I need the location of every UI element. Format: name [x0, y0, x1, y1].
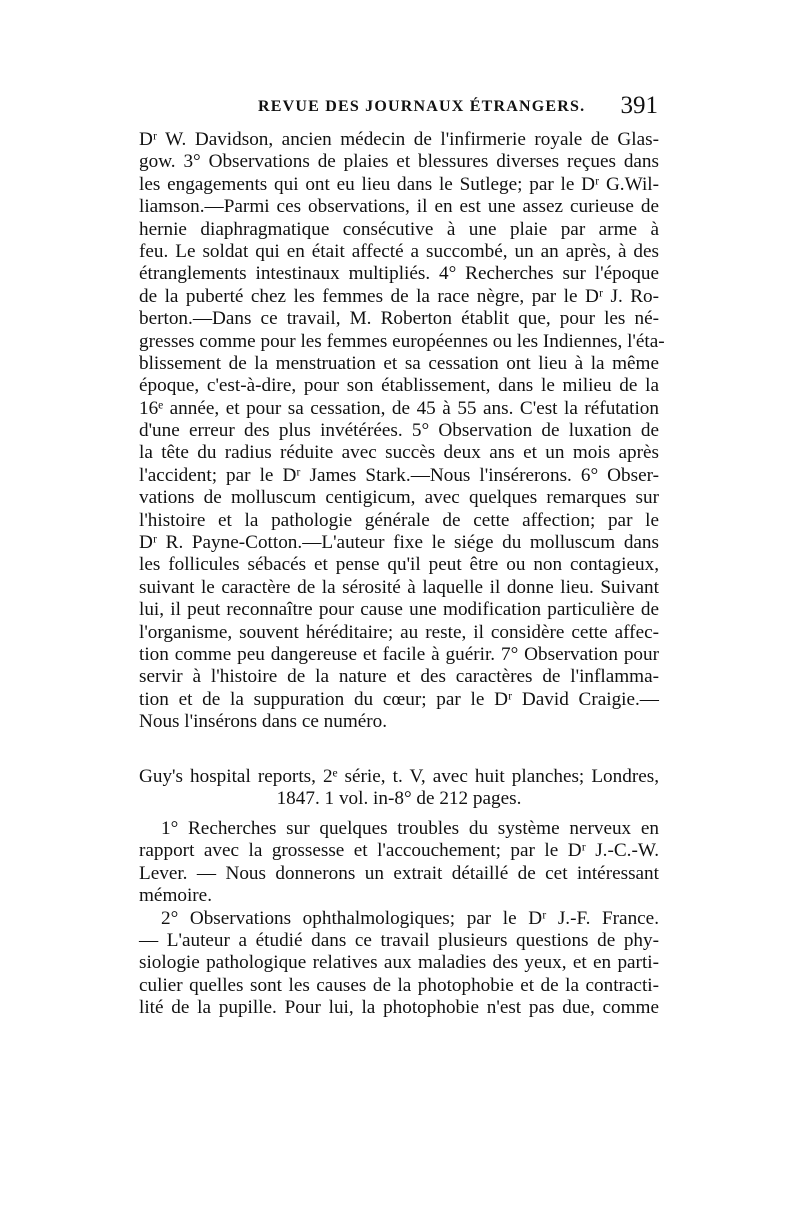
- text-line: tion et de la suppuration du cœur; par le Dʳ David Craigie.—: [139, 688, 659, 710]
- text-line: lui, il peut reconnaître pour cause une modification particulière de: [139, 599, 659, 621]
- text-line: l'histoire et la pathologie générale de cette affection; par le: [139, 509, 659, 531]
- text-line: les engagements qui ont eu lieu dans le Sutlege; par le Dʳ G.Wil-: [139, 173, 659, 195]
- text-line: époque, c'est-à-dire, pour son établissement, dans le milieu de la: [139, 375, 659, 397]
- text-line: 2° Observations ophthalmologiques; par le Dʳ J.-F. France.: [161, 907, 659, 929]
- text-line: vations de molluscum centigicum, avec quelques remarques sur: [139, 487, 659, 509]
- text-line: blissement de la menstruation et sa cessation ont lieu à la même: [139, 352, 659, 374]
- text-line: mémoire.: [139, 885, 212, 907]
- text-line: Dʳ R. Payne-Cotton.—L'auteur fixe le siége du molluscum dans: [139, 532, 659, 554]
- page-number: 391: [620, 92, 658, 119]
- paragraph-journal-summaries: [139, 129, 665, 734]
- text-line: étranglements intestinaux multipliés. 4° Recherches sur l'époque: [139, 263, 659, 285]
- text-line: Dʳ W. Davidson, ancien médecin de l'infirmerie royale de Glas-: [139, 129, 659, 150]
- text-line: siologie pathologique relatives aux maladies des yeux, et en parti-: [139, 952, 659, 974]
- text-line: gresses comme pour les femmes européennes ou les Indiennes, l'éta-: [139, 330, 665, 352]
- page-header: [258, 92, 658, 126]
- text-line: hernie diaphragmatique consécutive à une plaie par arme à: [139, 218, 659, 240]
- text-line: rapport avec la grossesse et l'accouchement; par le Dʳ J.-C.-W.: [139, 840, 659, 862]
- text-line: liamson.—Parmi ces observations, il en est une assez curieuse de: [139, 196, 659, 218]
- running-title: REVUE DES JOURNAUX ÉTRANGERS.: [258, 98, 586, 115]
- paragraph-guys-hospital-reports: [139, 818, 659, 1020]
- text-line: berton.—Dans ce travail, M. Roberton établit que, pour les né-: [139, 308, 659, 330]
- text-line: feu. Le soldat qui en était affecté a succombé, un an après, à des: [139, 240, 659, 262]
- text-line: servir à l'histoire de la nature et des caractères de l'inflamma-: [139, 666, 659, 688]
- text-line: 16ᵉ année, et pour sa cessation, de 45 à 55 ans. C'est la réfutation: [139, 397, 659, 419]
- text-line: tion comme peu dangereuse et facile à guérir. 7° Observation pour: [139, 643, 659, 665]
- text-line: gow. 3° Observations de plaies et blessures diverses reçues dans: [139, 151, 659, 173]
- text-line: d'une erreur des plus invétérées. 5° Observation de luxation de: [139, 420, 659, 442]
- text-line: — L'auteur a étudié dans ce travail plusieurs questions de phy-: [139, 929, 659, 951]
- text-line: l'accident; par le Dʳ James Stark.—Nous l'insérerons. 6° Obser-: [139, 464, 659, 486]
- text-line: lité de la pupille. Pour lui, la photophobie n'est pas due, comme: [139, 997, 659, 1019]
- heading-line: 1847. 1 vol. in-8° de 212 pages.: [276, 788, 522, 810]
- heading-line: Guy's hospital reports, 2ᵉ série, t. V, avec huit planches; Londres,: [139, 766, 659, 787]
- text-line: l'organisme, souvent héréditaire; au reste, il considère cette affec-: [139, 621, 659, 643]
- section-heading: [139, 766, 659, 811]
- text-line: la tête du radius réduite avec succès deux ans et un mois après: [139, 442, 659, 464]
- text-line: les follicules sébacés et pense qu'il peut être ou non contagieux,: [139, 554, 659, 576]
- text-line: 1° Recherches sur quelques troubles du système nerveux en: [161, 818, 659, 839]
- text-line: Lever. — Nous donnerons un extrait détaillé de cet intéressant: [139, 862, 659, 884]
- text-line: de la puberté chez les femmes de la race nègre, par le Dʳ J. Ro-: [139, 285, 659, 307]
- text-line: Nous l'insérons dans ce numéro.: [139, 711, 388, 733]
- text-line: culier quelles sont les causes de la photophobie et de la contracti-: [139, 974, 659, 996]
- text-line: suivant le caractère de la sérosité à laquelle il donne lieu. Suivant: [139, 576, 659, 598]
